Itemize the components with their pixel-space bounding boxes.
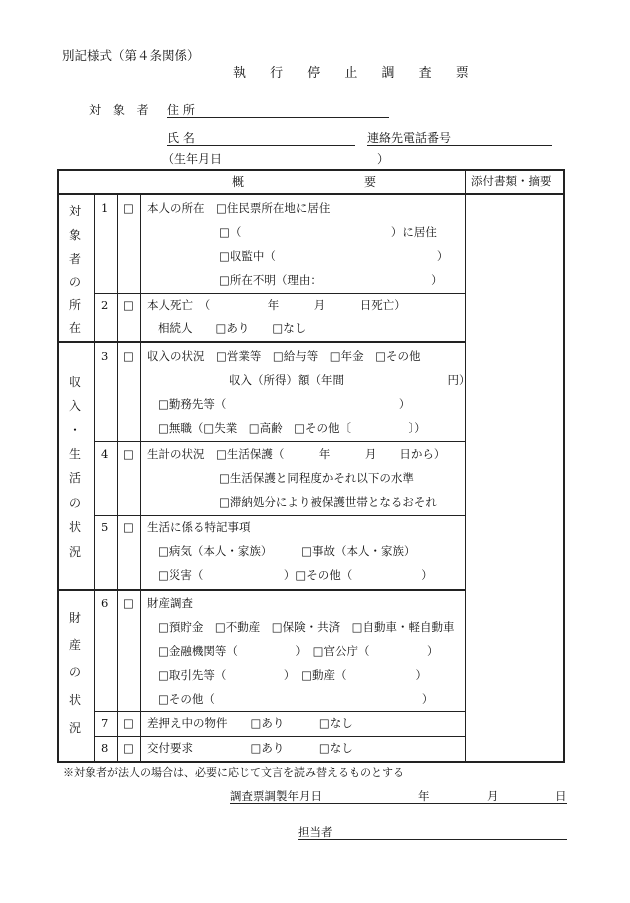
row-line: □滞納処分により被保護世帯となるおそれ	[219, 495, 437, 509]
row-line: □勤務先等（ ）	[158, 397, 411, 411]
row-line: □無職（□失業 □高齢 □その他〔 〕）	[158, 421, 426, 435]
section-char: 況	[69, 545, 82, 559]
row-number: 2	[101, 298, 109, 312]
phone-label: 連絡先電話番号	[367, 131, 452, 145]
row-line: □収監中（ ）	[219, 249, 449, 263]
row-line: □預貯金 □不動産 □保険・共済 □自動車・軽自動車	[158, 620, 455, 634]
row-line: 交付要求 □あり □なし	[147, 741, 353, 755]
name-field[interactable]	[167, 145, 355, 146]
section-char: 状	[69, 693, 82, 707]
date-field[interactable]	[230, 803, 567, 804]
row-checkbox[interactable]: □	[123, 349, 134, 363]
section-char: 状	[69, 520, 82, 534]
row-line: 差押え中の物件 □あり □なし	[147, 716, 353, 730]
section-char: の	[69, 496, 82, 510]
row-checkbox[interactable]: □	[123, 741, 134, 755]
date-label: 調査票調製年月日	[230, 789, 322, 803]
form-label: 別記様式（第４条関係）	[62, 48, 200, 63]
section-char: の	[69, 665, 82, 679]
row-checkbox[interactable]: □	[123, 201, 134, 215]
header-attachments: 添付書類・摘要	[471, 174, 552, 188]
row-line: □災害（ ）□その他（ ）	[158, 568, 433, 582]
row-number: 4	[101, 447, 109, 461]
section-char: の	[69, 275, 82, 289]
row-line: 収入の状況 □営業等 □給与等 □年金 □その他	[147, 349, 421, 363]
row-checkbox[interactable]: □	[123, 596, 134, 610]
row-number: 1	[101, 201, 109, 215]
row-line: □（ ）に居住	[219, 225, 437, 239]
row-number: 6	[101, 596, 109, 610]
staff-label: 担当者	[298, 825, 333, 839]
section-char: 財	[69, 611, 82, 625]
row-line: □その他（ ）	[158, 692, 434, 706]
page-title: 執 行 停 止 調 査 票	[233, 66, 479, 81]
row-line: □金融機関等（ ） □官公庁（ ）	[158, 644, 439, 658]
row-line: 本人死亡 （ 年 月 日死亡）	[147, 298, 406, 312]
month-label: 月	[487, 789, 499, 803]
row-checkbox[interactable]: □	[123, 716, 134, 730]
row-number: 5	[101, 520, 109, 534]
row-line: 本人の所在 □住民票所在地に居住	[147, 201, 331, 215]
section-char: 在	[69, 321, 82, 335]
row-checkbox[interactable]: □	[123, 298, 134, 312]
row-number: 3	[101, 349, 109, 363]
footnote: ※対象者が法人の場合は、必要に応じて文言を読み替えるものとする	[63, 766, 404, 779]
row-number: 7	[101, 716, 109, 730]
row-line: 相続人 □あり □なし	[158, 321, 307, 335]
section-char: 産	[69, 638, 82, 652]
row-line: □所在不明（理由： ）	[219, 273, 443, 287]
row-line: 生計の状況 □生活保護（ 年 月 日から）	[147, 447, 446, 461]
header-overview: 概 要	[232, 175, 377, 189]
row-line: 生活に係る特記事項	[147, 520, 251, 534]
row-number: 8	[101, 741, 109, 755]
day-label: 日	[555, 789, 567, 803]
row-line: 収入（所得）額（年間 円）	[229, 373, 471, 387]
row-line: □取引先等（ ） □動産（ ）	[158, 668, 427, 682]
address-label: 住 所	[167, 103, 195, 117]
section-char: 収	[69, 375, 82, 389]
year-label: 年	[418, 789, 430, 803]
name-label: 氏 名	[167, 131, 195, 145]
subject-label: 対 象 者	[89, 103, 153, 117]
section-char: 対	[69, 204, 82, 218]
section-char: 活	[69, 471, 82, 485]
section-char: ・	[69, 423, 82, 437]
row-checkbox[interactable]: □	[123, 520, 134, 534]
staff-field[interactable]	[298, 839, 567, 840]
row-line: □病気（本人・家族） □事故（本人・家族）	[158, 544, 416, 558]
section-char: 所	[69, 298, 82, 312]
phone-field[interactable]	[367, 145, 552, 146]
row-line: 財産調査	[147, 596, 193, 610]
row-line: □生活保護と同程度かそれ以下の水準	[219, 471, 414, 485]
address-field[interactable]	[167, 117, 389, 118]
birth-open: （生年月日	[162, 152, 223, 166]
birth-close: ）	[377, 152, 390, 166]
section-char: 入	[69, 399, 82, 413]
section-char: 生	[69, 447, 82, 461]
section-char: 況	[69, 721, 82, 735]
row-checkbox[interactable]: □	[123, 447, 134, 461]
section-char: 象	[69, 228, 82, 242]
section-char: 者	[69, 252, 82, 266]
